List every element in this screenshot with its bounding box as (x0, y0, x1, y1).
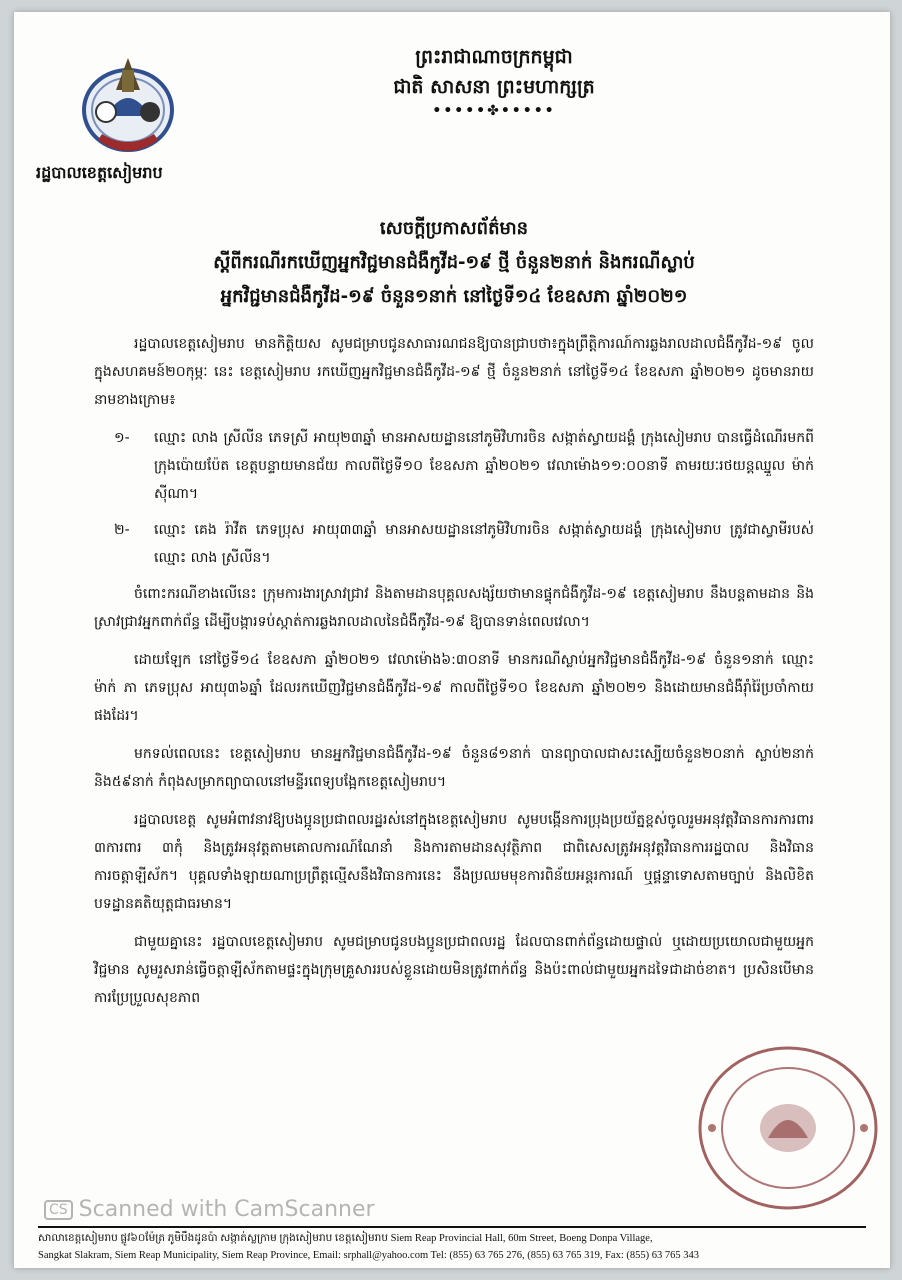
death-case-paragraph: ដោយឡែក នៅថ្ងៃទី១៤ ខែឧសភា ឆ្នាំ២០២១ វេលាម៉ោង៦:៣០នាទី មានករណីស្លាប់អ្នកវិជ្ជមានជំងឺកូវីដ-១៩ ចំនួន១នាក់ ឈ្មោះ ម៉ាក់ ភា ភេទប្រុស អាយុ៣៦ឆ្នាំ ដែលរកឃើញវិជ្ជមានជំងឺកូវីដ-១៩ កាលពីថ្ងៃទី១០ ខែឧសភា ឆ្នាំ២០២១ និងដោយមានជំងឺរ៉ាំរ៉ៃប្រចាំកាយផងដែរ។ (94, 652, 814, 724)
kingdom-header (294, 42, 694, 120)
case-details: ឈ្មោះ លាង ស្រីលីន ភេទស្រី អាយុ២៣ឆ្នាំ មានអាសយដ្ឋាននៅភូមិវិហារចិន សង្កាត់ស្វាយដង្គំ ក្រុងសៀមរាប បានធ្វើដំណើរមកពីក្រុងប៉ោយប៉ែត ខេត្តបន្ទាយមានជ័យ កាលពីថ្ងៃទី១០ ខែឧសភា ឆ្នាំ២០២១ វេលាម៉ោង១១:០០នាទី តាមរយៈរថយន្តឈ្នួល ម៉ាក់ ស៊ីណា។ (154, 430, 814, 502)
case-item (94, 516, 814, 572)
provincial-emblem-icon (76, 50, 180, 162)
tracing-paragraph: ចំពោះករណីខាងលើនេះ ក្រុមការងារស្រាវជ្រាវ និងតាមដានបុគ្គលសង្ស័យថាមានផ្ទុកជំងឺកូវីដ-១៩ ខេត្តសៀមរាប នឹងបន្តតាមដាន និងស្រាវជ្រាវអ្នកពាក់ព័ន្ធ ដើម្បីបង្ការទប់ស្កាត់ការឆ្លងរាលដាលនៃជំងឺកូវីដ-១៩ ឱ្យបានទាន់ពេលវេលា។ (94, 586, 814, 630)
kingdom-name: ព្រះរាជាណាចក្រកម្ពុជា (415, 46, 573, 68)
title-line-1: សេចក្តីប្រកាសព័ត៌មាន (379, 218, 529, 239)
statistics-paragraph: មកទល់ពេលនេះ ខេត្តសៀមរាប មានអ្នកវិជ្ជមានជំងឺកូវីដ-១៩ ចំនួន៨១នាក់ បានព្យាបាលជាសះស្បើយចំនួន២០នាក់ ស្លាប់២នាក់ និង៥៩នាក់ កំពុងសម្រាកព្យាបាលនៅមន្ទីរពេទ្យបង្អែកខេត្តសៀមរាប។ (94, 746, 814, 790)
scanner-logo-icon: CS (44, 1200, 73, 1220)
quarantine-paragraph: ជាមួយគ្នានេះ រដ្ឋបាលខេត្តសៀមរាប សូមជម្រាបជូនបងប្អូនប្រជាពលរដ្ឋ ដែលបានពាក់ព័ន្ធដោយផ្ទាល់ ឬដោយប្រយោលជាមួយអ្នកវិជ្ជមាន សូមរួសរាន់ធ្វើចត្តាឡីស័កតាមផ្ទះក្នុងក្រុមគ្រួសាររបស់ខ្លួនដោយមិនត្រូវពាក់ព័ន្ធ និងប៉ះពាល់ជាមួយអ្នកដទៃជាដាច់ខាត។ ប្រសិនបើមានការប្រែប្រួលសុខភាព (94, 934, 814, 1006)
case-number: ២- (114, 522, 130, 538)
footer-address (38, 1230, 868, 1264)
case-number: ១- (114, 430, 130, 446)
scanner-watermark (44, 1197, 375, 1222)
appeal-paragraph: រដ្ឋបាលខេត្ត សូមអំពាវនាវឱ្យបងប្អូនប្រជាពលរដ្ឋរស់នៅក្នុងខេត្តសៀមរាប សូមបង្កើនការប្រុងប្រយ័ត្នខ្ពស់ចូលរួមអនុវត្តវិធានការការពារ ៣ការពារ ៣កុំ និងត្រូវអនុវត្តតាមគោលការណ៍ណែនាំ និងការតាមដានសុវត្ថិភាព ជាពិសេសត្រូវអនុវត្តវិធានការរដ្ឋបាល និងវិធានការចត្តាឡីស័ក។ បុគ្គលទាំងឡាយណាប្រព្រឹត្តល្មើសនឹងវិធានការនេះ នឹងប្រឈមមុខការពិន័យអន្តរការណ៍ ឬផ្តន្ទាទោសតាមច្បាប់ និងលិខិតបទដ្ឋានគតិយុត្តជាធរមាន។ (94, 812, 814, 912)
announcement-title (74, 212, 834, 314)
footer-line-2: Sangkat Slakram, Siem Reap Municipality, Siem Reap Province, Email: srphall@yahoo.com Tel: (855) 63 765 276, (855) 63 765 319, Fax: (855) 63 765 343 (38, 1250, 700, 1261)
national-motto: ជាតិ សាសនា ព្រះមហាក្សត្រ (393, 76, 595, 98)
case-details: ឈ្មោះ គេង រ៉ាវីត ភេទប្រុស អាយុ៣៣ឆ្នាំ មានអាសយដ្ឋាននៅភូមិវិហារចិន សង្កាត់ស្វាយដង្គំ ក្រុងសៀមរាប ត្រូវជាស្វាមីរបស់ឈ្មោះ លាង ស្រីលីន។ (154, 522, 814, 566)
title-line-3: អ្នកវិជ្ជមានជំងឺកូវីដ-១៩ ចំនួន១នាក់ នៅថ្ងៃទី១៤ ខែឧសភា ឆ្នាំ២០២១ (220, 286, 688, 307)
document-page (14, 12, 890, 1268)
header-ornament: •••••✤••••• (432, 103, 556, 119)
watermark-text: Scanned with CamScanner (78, 1197, 375, 1222)
footer-divider (38, 1226, 866, 1228)
case-item (94, 424, 814, 508)
announcement-body (94, 330, 814, 1022)
intro-paragraph: រដ្ឋបាលខេត្តសៀមរាប មានកិត្តិយស សូមជម្រាបជូនសាធារណជនឱ្យបានជ្រាបថា៖ក្នុងព្រឹត្តិការណ៍ការឆ្លងរាលដាលជំងឺកូវីដ-១៩ ចូលក្នុងសហគមន៍២០កុម្ភៈ នេះ ខេត្តសៀមរាប រកឃើញអ្នកវិជ្ជមានជំងឺកូវីដ-១៩ ថ្មី ចំនួន២នាក់ នៅថ្ងៃទី១៤ ខែឧសភា ឆ្នាំ២០២១ ដូចមានរាយនាមខាងក្រោម៖ (94, 336, 814, 408)
official-seal-stamp (690, 1042, 882, 1212)
title-line-2: ស្តីពីករណីរកឃើញអ្នកវិជ្ជមានជំងឺកូវីដ-១៩ ថ្មី ចំនួន២នាក់ និងករណីស្លាប់ (213, 252, 695, 273)
agency-name: រដ្ឋបាលខេត្តសៀមរាប (36, 163, 163, 182)
footer-line-1: សាលាខេត្តសៀមរាប ផ្លូវ៦០ម៉ែត្រ ភូមិបឹងដូនប៉ា សង្កាត់ស្លក្រាម ក្រុងសៀមរាប ខេត្តសៀមរាប Siem Reap Provincial Hall, 60m Street, Boeng Donpa Village, (38, 1233, 653, 1244)
